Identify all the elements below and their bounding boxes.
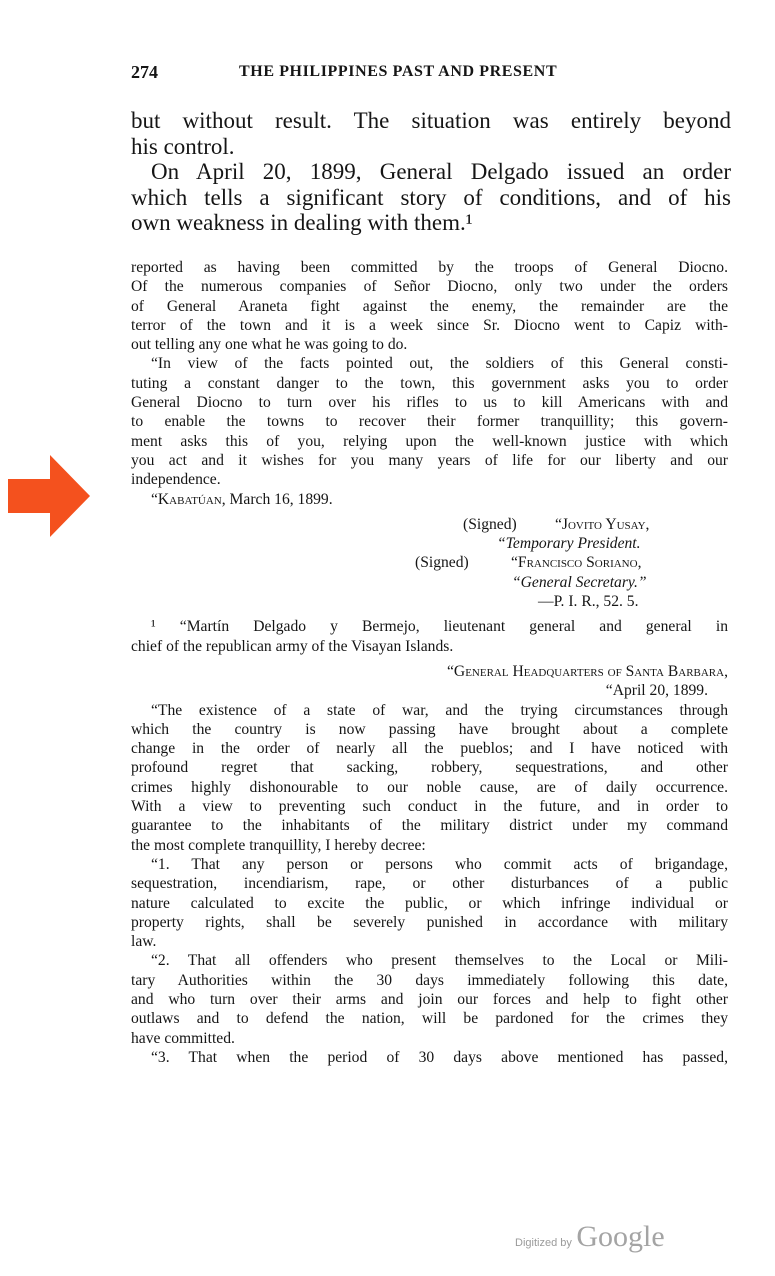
watermark [515,1220,665,1254]
signatory-title: “General Secretary.” [512,573,647,591]
text-line: ment asks this of you, relying upon the well-known justice with which [131,432,728,450]
signature-title-2 [131,573,728,592]
signed-label: (Signed) [463,515,517,533]
text-line: his control. [131,133,235,159]
text-line: change in the order of nearly all the pueblos; and I have noticed with [131,740,728,758]
text-line: to enable the towns to recover their former tranquillity; this govern- [131,413,728,431]
text-line: outlaws and to defend the nation, will be pardoned for the crimes they [131,1010,728,1028]
source-reference [131,592,728,611]
dateline-date: March 16, 1899. [229,490,333,508]
text-line: of General Araneta fight against the enemy, the remainder are the [131,297,728,315]
main-text [131,108,731,236]
signature-title-1 [131,534,728,553]
dateline-place: “Kabatúan, [151,490,226,508]
text-line: tuting a constant danger to the town, this government asks you to order [131,374,728,392]
text-line: guarantee to the inhabitants of the military district under my command [131,817,728,835]
running-title: THE PHILIPPINES PAST AND PRESENT [239,63,558,80]
watermark-prefix: Digitized by [515,1237,572,1249]
reference-text: —P. I. R., 52. 5. [538,593,639,611]
text-line: tary Authorities within the 30 days immediately following this date, [131,971,728,989]
text-line: which tells a significant story of conditions, and of his [131,184,731,210]
paragraph [131,951,728,1047]
paragraph [131,1048,728,1067]
text-line: “1. That any person or persons who commit acts of brigandage, [151,855,728,873]
page-number: 274 [131,62,158,82]
signature-line-1 [131,515,728,534]
text-line: nature calculated to excite the public, or which infringe individual or [131,894,728,912]
watermark-logo: Google [576,1220,665,1253]
text-line: chief of the republican army of the Visayan Islands. [131,637,454,655]
text-line: the most complete tranquillity, I hereby decree: [131,836,426,854]
signatory-title: “Temporary President. [497,535,641,553]
signatory-name: “Francisco Soriano, [511,554,642,572]
text-line: “In view of the facts pointed out, the soldiers of this General consti- [151,355,728,373]
footnote-date: “April 20, 1899. [605,682,708,700]
text-line: but without result. The situation was entirely beyond [131,108,731,133]
text-line: “The existence of a state of war, and the trying circumstances through [151,701,728,719]
dateline [131,490,728,509]
signature-line-2 [131,553,728,572]
text-line: which the country is now passing have brought about a complete [131,720,728,738]
text-line: “2. That all offenders who present themselves to the Local or Mili- [151,952,728,970]
signatory-name: “Jovito Yusay, [555,515,650,533]
text-line: and who turn over their arms and join our forces and help to fight other [131,990,728,1008]
text-line: sequestration, incendiarism, rape, or other disturbances of a public [131,875,728,893]
text-line: ¹ “Martín Delgado y Bermejo, lieutenant general and general in [151,618,728,636]
text-line: independence. [131,471,221,489]
arrow-right-icon [8,455,90,537]
paragraph [131,617,728,656]
paragraph [131,159,731,236]
paragraph [131,354,728,489]
paragraph [131,108,731,159]
running-header [131,62,728,84]
text-line: reported as having been committed by the troops of General Diocno. [131,259,728,276]
text-line: out telling any one what he was going to do. [131,336,408,354]
text-line: “3. That when the period of 30 days above mentioned has passed, [151,1048,728,1066]
paragraph [131,855,728,951]
text-line: terror of the town and it is a week since Sr. Diocno went to Capiz with- [131,316,728,334]
text-line: have committed. [131,1029,235,1047]
text-line: With a view to preventing such conduct in the future, and in order to [131,798,728,816]
paragraph [131,701,728,855]
text-line: profound regret that sacking, robbery, sequestrations, and other [131,759,728,777]
text-line: Of the numerous companies of Señor Diocno, only two under the orders [131,278,728,296]
text-line: General Diocno to turn over his rifles to us to kill Americans with and [131,394,728,412]
paragraph [131,258,728,354]
text-line: On April 20, 1899, General Delgado issued an order [151,159,731,185]
footnote-heading: “General Headquarters of Santa Barbara, [447,662,728,680]
text-line: crimes highly dishonourable to our noble cause, are of daily occurrence. [131,778,728,796]
text-line: you act and it wishes for you many years of life for our liberty and our [131,451,728,469]
signed-label: (Signed) [415,554,469,572]
text-line: property rights, shall be severely punished in accordance with military [131,913,728,931]
text-line: law. [131,933,157,951]
text-line: own weakness in dealing with them.¹ [131,210,473,236]
quoted-letter [131,258,728,1067]
